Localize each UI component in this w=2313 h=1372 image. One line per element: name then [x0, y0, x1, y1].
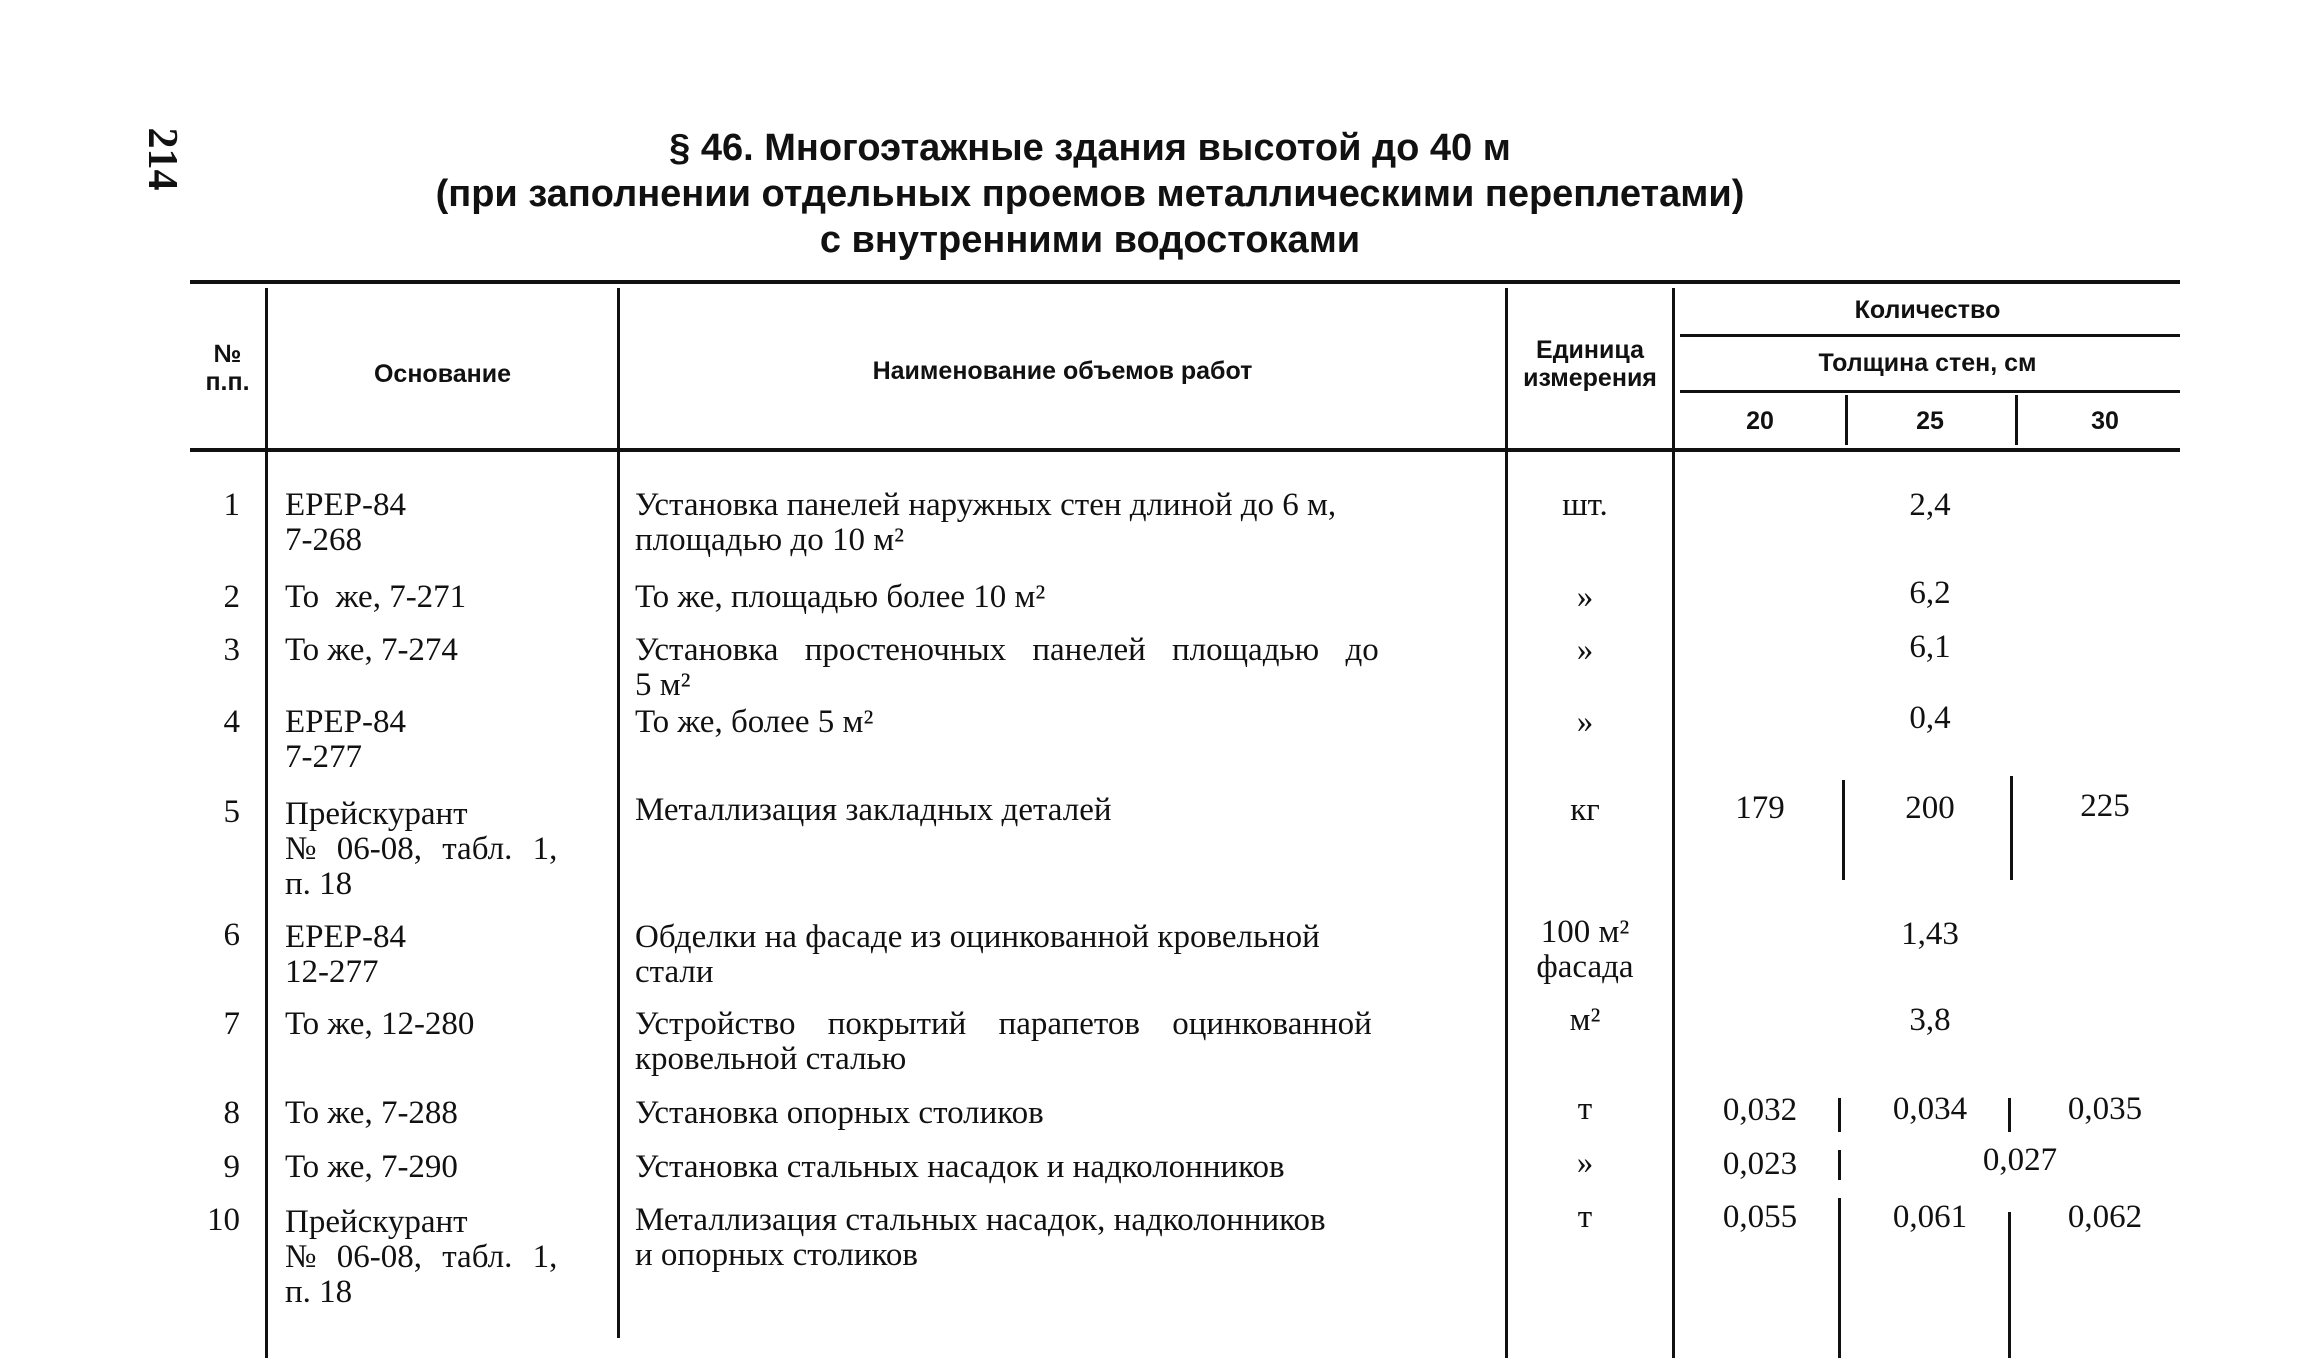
row-3-work: [635, 633, 1490, 703]
row-6-unit: [1500, 915, 1670, 985]
basis-line: п. 18: [285, 1274, 353, 1310]
basis-line: 7-277: [285, 739, 362, 775]
row-7-quantity: 3,8: [1909, 1002, 1951, 1038]
header-col-20: 20: [1746, 407, 1774, 435]
row-8-q25: 0,034: [1892, 1091, 1968, 1127]
row-8-work: Установка опорных столиков: [635, 1095, 1044, 1131]
row-8-q30: 0,035: [2067, 1091, 2143, 1127]
work-line: стали: [635, 954, 714, 990]
basis-line: № 06-08, табл. 1,: [285, 1239, 558, 1275]
title-line: § 46. Многоэтажные здания высотой до 40 м: [669, 127, 1511, 169]
row-1-unit: шт.: [1562, 487, 1608, 523]
row-9-q20: 0,023: [1722, 1146, 1798, 1182]
row-1-quantity: 2,4: [1909, 487, 1951, 523]
title-line: (при заполнении отдельных проемов металлическими переплетами): [435, 173, 1745, 215]
basis-line: Прейскурант: [285, 796, 468, 832]
col-divider-20-25-header: [1845, 395, 1848, 445]
basis-line: ЕРЕР-84: [285, 487, 407, 523]
row-4-num: 4: [223, 704, 240, 740]
header-bottom-rule: [190, 448, 2180, 452]
row-9-unit: »: [1576, 1145, 1594, 1181]
row-7-basis: То же, 12-280: [285, 1006, 475, 1042]
basis-line: ЕРЕР-84: [285, 704, 407, 740]
basis-line: 12-277: [285, 954, 379, 990]
header-basis: Основание: [373, 360, 512, 388]
row-4-unit: »: [1576, 704, 1594, 740]
header-unit-line: измерения: [1523, 364, 1657, 392]
row-7-work: [635, 1007, 1490, 1077]
col-divider-unit: [1672, 288, 1675, 1358]
basis-line: 7-268: [285, 522, 362, 558]
row-5-work: Металлизация закладных деталей: [635, 792, 1112, 828]
work-line: Установка панелей наружных стен длиной до 6 м,: [635, 487, 1337, 523]
row-10-unit: т: [1577, 1199, 1593, 1235]
row-1-num: 1: [223, 487, 240, 523]
unit-line: 100 м²: [1540, 914, 1630, 950]
basis-line: Прейскурант: [285, 1204, 468, 1240]
thickness-rule: [1680, 390, 2180, 393]
row-4-work: То же, более 5 м²: [635, 704, 874, 740]
col-divider-25-30-header: [2015, 395, 2018, 445]
row-8-divider-20-25: [1838, 1098, 1841, 1132]
row-9-q25-30: 0,027: [1982, 1142, 2058, 1178]
work-line: Металлизация стальных насадок, надколонников: [635, 1202, 1326, 1238]
row-8-unit: т: [1577, 1091, 1593, 1127]
header-col-25: 25: [1916, 407, 1944, 435]
row-5-num: 5: [223, 794, 240, 830]
row-5-divider-20-25: [1842, 780, 1845, 880]
row-7-unit: м²: [1569, 1002, 1601, 1038]
row-10-q30: 0,062: [2067, 1199, 2143, 1235]
row-6-quantity: 1,43: [1901, 916, 1959, 952]
table-top-rule: [190, 280, 2180, 284]
row-2-work: То же, площадью более 10 м²: [635, 579, 1046, 615]
header-col-30: 30: [2091, 407, 2119, 435]
header-thickness: Толщина стен, см: [1818, 349, 2037, 377]
row-5-unit: кг: [1570, 792, 1600, 828]
unit-line: фасада: [1536, 949, 1634, 985]
row-5-q30: 225: [2080, 788, 2130, 824]
row-2-quantity: 6,2: [1909, 575, 1951, 611]
row-2-basis: То же, 7-271: [285, 579, 467, 615]
row-10-basis: [285, 1205, 615, 1310]
header-num-line: п.п.: [205, 368, 250, 396]
header-num: [190, 340, 265, 396]
section-title: [330, 125, 1850, 263]
row-4-basis: [285, 705, 615, 775]
row-3-num: 3: [223, 632, 240, 668]
row-9-num: 9: [223, 1149, 240, 1185]
row-8-num: 8: [223, 1095, 240, 1131]
row-1-basis: [285, 488, 615, 558]
row-5-basis: [285, 797, 615, 902]
basis-line: № 06-08, табл. 1,: [285, 831, 558, 867]
row-10-work: [635, 1203, 1490, 1273]
header-num-line: №: [213, 340, 242, 368]
row-5-q25: 200: [1905, 790, 1955, 826]
row-4-quantity: 0,4: [1909, 700, 1951, 736]
row-1-work: [635, 488, 1490, 558]
col-divider-basis: [617, 288, 620, 1338]
title-line: с внутренними водостоками: [819, 219, 1361, 261]
row-6-num: 6: [223, 917, 240, 953]
row-3-quantity: 6,1: [1909, 629, 1951, 665]
work-line: площадью до 10 м²: [635, 522, 904, 558]
row-8-basis: То же, 7-288: [285, 1095, 458, 1131]
row-10-q25: 0,061: [1892, 1199, 1968, 1235]
header-quantity: Количество: [1854, 296, 2001, 324]
header-unit: [1508, 336, 1672, 392]
work-line: 5 м²: [635, 667, 691, 703]
row-7-num: 7: [223, 1006, 240, 1042]
row-10-num: 10: [207, 1202, 240, 1238]
row-5-q20: 179: [1735, 790, 1785, 826]
row-10-divider-20-25: [1838, 1198, 1841, 1358]
row-9-divider-20-25: [1838, 1150, 1841, 1180]
row-6-work: [635, 920, 1490, 990]
row-6-basis: [285, 920, 615, 990]
row-9-work: Установка стальных насадок и надколонников: [635, 1149, 1285, 1185]
work-line: и опорных столиков: [635, 1237, 918, 1273]
header-unit-line: Единица: [1536, 336, 1644, 364]
work-line: кровельной сталью: [635, 1041, 907, 1077]
row-10-q20: 0,055: [1722, 1199, 1798, 1235]
basis-line: ЕРЕР-84: [285, 919, 407, 955]
row-2-num: 2: [223, 579, 240, 615]
row-3-unit: »: [1576, 632, 1594, 668]
row-10-divider-25-30: [2008, 1212, 2011, 1358]
row-9-basis: То же, 7-290: [285, 1149, 458, 1185]
work-line: Установка простеночных панелей площадью до: [635, 632, 1379, 668]
row-8-divider-25-30: [2008, 1098, 2011, 1132]
quantity-rule: [1680, 334, 2180, 337]
page-number: 214: [139, 127, 185, 191]
header-work: Наименование объемов работ: [872, 357, 1253, 385]
col-divider-num: [265, 288, 268, 1358]
work-line: Обделки на фасаде из оцинкованной кровельной: [635, 919, 1320, 955]
row-8-q20: 0,032: [1722, 1092, 1798, 1128]
row-2-unit: »: [1576, 579, 1594, 615]
basis-line: п. 18: [285, 866, 353, 902]
row-3-basis: То же, 7-274: [285, 632, 458, 668]
row-5-divider-25-30: [2010, 776, 2013, 880]
work-line: Устройство покрытий парапетов оцинкованной: [635, 1006, 1372, 1042]
